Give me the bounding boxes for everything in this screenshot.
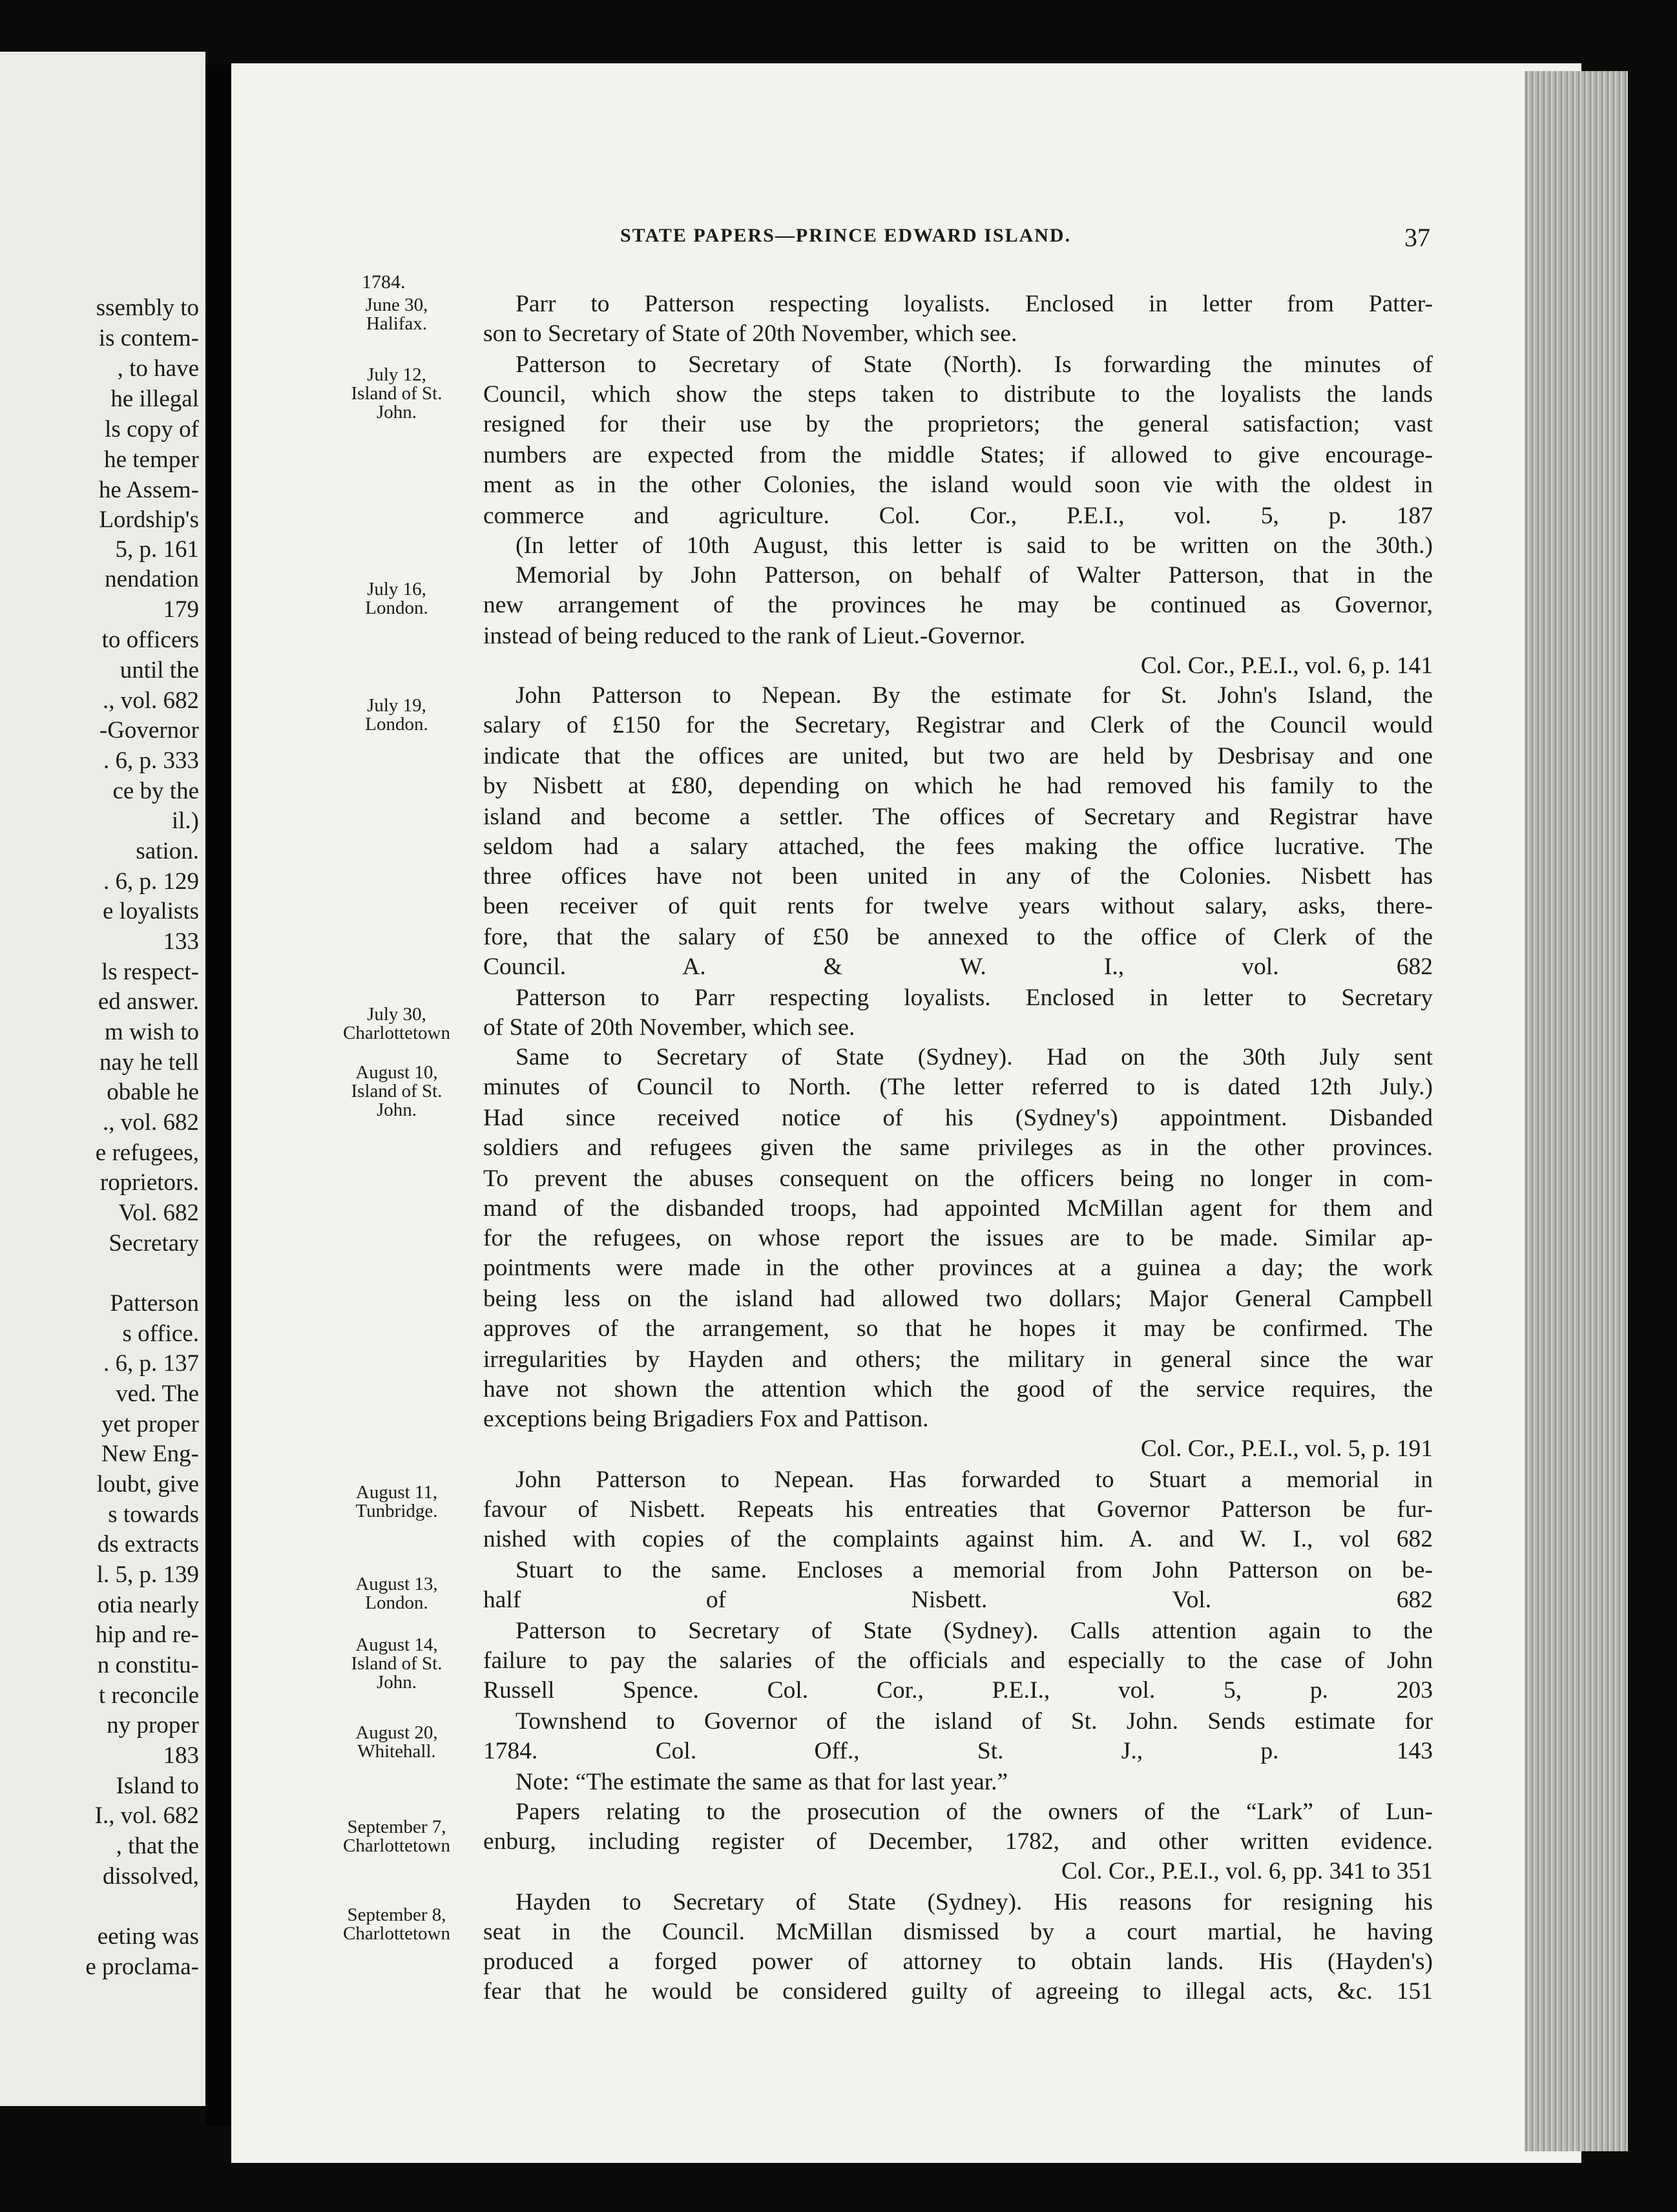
left-page-line: s office. — [122, 1320, 199, 1347]
body-text-line: seldom had a salary attached, the fees making the office lucrative. The — [483, 833, 1433, 860]
body-text-line: seat in the Council. McMillan dismissed by a court martial, he having — [483, 1919, 1433, 1945]
body-text-line: favour of Nisbett. Repeats his entreaties that Governor Patterson be fur- — [483, 1496, 1433, 1523]
left-page-line: Lordship's — [99, 506, 199, 533]
left-page-line: il.) — [171, 808, 199, 834]
margin-mark — [1450, 1433, 1475, 1435]
body-text-line: for the refugees, on whose report the issues are to be made. Similar ap- — [483, 1225, 1433, 1251]
body-text-line: approves of the arrangement, so that he hopes it may be confirmed. The — [483, 1315, 1433, 1342]
body-text-line: Council. A. & W. I., vol. 682 — [483, 954, 1433, 980]
left-page-line: . 6, p. 137 — [103, 1350, 199, 1377]
left-page-line: Vol. 682 — [118, 1200, 199, 1226]
left-page-line: otia nearly — [97, 1592, 199, 1618]
margin-date-note — [313, 296, 481, 333]
body-text-line: Had since received notice of his (Sydney's) appointment. Disbanded — [483, 1105, 1433, 1131]
margin-date-line: London. — [365, 598, 428, 618]
left-page-line: t reconcile — [98, 1682, 199, 1709]
margin-date-line: John. — [376, 1672, 417, 1693]
body-text-line: instead of being reduced to the rank of Lieut.-Governor. — [483, 623, 1026, 649]
body-text-line: island and become a settler. The offices of Secretary and Registrar have — [483, 804, 1433, 830]
body-text-line: son to Secretary of State of 20th November, which see. — [483, 320, 1017, 347]
margin-date-line: John. — [376, 1100, 417, 1120]
left-page-line: ds extracts — [97, 1531, 199, 1558]
book-gutter — [205, 65, 231, 2125]
body-text-line: Col. Cor., P.E.I., vol. 6, p. 141 — [1140, 652, 1433, 679]
margin-date-line: John. — [376, 402, 417, 423]
body-text-line: Note: “The estimate the same as that for last year.” — [516, 1769, 1008, 1795]
margin-date-note — [313, 1906, 481, 1943]
left-page-line: yet proper — [101, 1411, 199, 1437]
margin-date-line: Charlottetown — [343, 1835, 450, 1856]
year-heading: 1784. — [362, 271, 406, 293]
margin-date-note — [313, 1575, 481, 1612]
left-page-line: ved. The — [116, 1381, 199, 1407]
body-text-line: produced a forged power of attorney to obtain lands. His (Hayden's) — [483, 1948, 1433, 1975]
margin-date-note — [313, 1724, 481, 1761]
left-page-line: he illegal — [110, 386, 199, 412]
left-page-line: 5, p. 161 — [115, 536, 199, 563]
margin-date-line: Island of St. — [351, 1081, 443, 1101]
left-page-line: roprietors. — [99, 1169, 199, 1196]
body-text-line: (In letter of 10th August, this letter is said to be written on the 30th.) — [516, 532, 1433, 559]
body-text-line: Same to Secretary of State (Sydney). Had on the 30th July sent — [516, 1044, 1433, 1070]
body-text-line: half of Nisbett. Vol. 682 — [483, 1587, 1433, 1613]
left-page-line: ls copy of — [105, 416, 199, 443]
body-text-line: Col. Cor., P.E.I., vol. 5, p. 191 — [1140, 1435, 1433, 1462]
body-text-line: been receiver of quit rents for twelve years without salary, asks, there- — [483, 893, 1433, 919]
left-page-line: sation. — [136, 838, 199, 864]
body-text-line: irregularities by Hayden and others; the military in general since the war — [483, 1346, 1433, 1373]
body-text-line: Memorial by John Patterson, on behalf of Walter Patterson, that in the — [516, 562, 1433, 589]
margin-date-line: Charlottetown — [343, 1923, 450, 1944]
left-page-line: is contem- — [98, 325, 199, 351]
left-page-line: 133 — [163, 928, 199, 955]
left-page-line: e refugees, — [95, 1140, 199, 1166]
left-page-line: obable he — [107, 1079, 199, 1105]
body-text-line: soldiers and refugees given the same privileges as in the other provinces. — [483, 1134, 1433, 1161]
left-page-line: . 6, p. 333 — [103, 747, 199, 774]
margin-date-line: Island of St. — [351, 383, 443, 404]
body-text-line: Patterson to Secretary of State (North). Is forwarding the minutes of — [516, 351, 1433, 378]
margin-date-line: July 12, — [367, 364, 426, 385]
left-page-line: ssembly to — [96, 295, 199, 321]
left-page-line: until the — [120, 657, 199, 683]
body-text-line: ment as in the other Colonies, the island would soon vie with the oldest in — [483, 472, 1433, 498]
body-text-line: Stuart to the same. Encloses a memorial from John Patterson on be- — [516, 1557, 1433, 1583]
margin-date-note — [313, 1636, 481, 1692]
margin-date-note — [313, 1005, 481, 1043]
margin-date-note — [313, 580, 481, 618]
margin-date-note — [313, 1818, 481, 1855]
left-page-line: ls respect- — [101, 959, 199, 985]
body-text-line: pointments were made in the other provinces at a guinea a day; the work — [483, 1255, 1433, 1281]
left-page-line: ce by the — [112, 778, 199, 804]
body-text-line: fore, that the salary of £50 be annexed to the office of Clerk of the — [483, 924, 1433, 950]
left-page-line: e loyalists — [102, 898, 199, 924]
left-page-line: m wish to — [105, 1019, 199, 1045]
body-text-line: commerce and agriculture. Col. Cor., P.E.I., vol. 5, p. 187 — [483, 503, 1433, 529]
body-text-line: by Nisbett at £80, depending on which he had removed his family to the — [483, 773, 1433, 799]
body-text-line: John Patterson to Nepean. Has forwarded to Stuart a memorial in — [516, 1466, 1433, 1493]
margin-date-line: July 16, — [367, 579, 426, 600]
body-text-line: failure to pay the salaries of the officials and especially to the case of John — [483, 1647, 1433, 1674]
body-text-line: Russell Spence. Col. Cor., P.E.I., vol. 5, p. 203 — [483, 1677, 1433, 1704]
left-page-line: , that the — [116, 1833, 199, 1859]
body-text-line: have not shown the attention which the good of the service requires, the — [483, 1376, 1433, 1403]
margin-date-line: Charlottetown — [343, 1023, 450, 1043]
body-text-line: To prevent the abuses consequent on the officers being no longer in com- — [483, 1165, 1433, 1192]
body-text-line: new arrangement of the provinces he may be continued as Governor, — [483, 592, 1433, 618]
margin-date-line: Island of St. — [351, 1653, 443, 1674]
left-page-line: ., vol. 682 — [102, 1109, 199, 1136]
body-text-line: Hayden to Secretary of State (Sydney). His reasons for resigning his — [516, 1889, 1433, 1915]
body-text-line: salary of £150 for the Secretary, Registrar and Clerk of the Council would — [483, 712, 1433, 738]
margin-date-line: Whitehall. — [357, 1741, 436, 1762]
body-text-line: exceptions being Brigadiers Fox and Pattison. — [483, 1406, 929, 1432]
body-text-line: enburg, including register of December, 1782, and other written evidence. — [483, 1828, 1433, 1855]
left-page-line: 183 — [163, 1742, 199, 1769]
left-page-line: e proclama- — [85, 1954, 199, 1980]
margin-date-line: August 13, — [355, 1574, 438, 1594]
margin-date-note — [313, 1063, 481, 1120]
left-page-line: ., vol. 682 — [102, 687, 199, 714]
margin-date-line: Halifax. — [366, 313, 428, 334]
body-text-line: Patterson to Parr respecting loyalists. Enclosed in letter to Secretary — [516, 985, 1433, 1011]
left-page-line: Secretary — [109, 1230, 199, 1257]
body-text-line: Col. Cor., P.E.I., vol. 6, pp. 341 to 351 — [1061, 1858, 1433, 1884]
left-page-line: l. 5, p. 139 — [96, 1561, 199, 1588]
left-page-line: he Assem- — [98, 477, 199, 503]
body-text-line: fear that he would be considered guilty of agreeing to illegal acts, &c. 151 — [483, 1978, 1433, 2005]
left-page-line: he temper — [104, 446, 199, 473]
left-page-line: eeting was — [97, 1923, 199, 1950]
left-page-line: -Governor — [99, 717, 199, 744]
left-page-line: nay he tell — [99, 1049, 199, 1076]
margin-date-line: July 19, — [367, 695, 426, 716]
margin-date-line: August 14, — [355, 1634, 438, 1655]
left-page-line: s towards — [108, 1501, 199, 1528]
body-text-line: resigned for their use by the proprietors; the general satisfaction; vast — [483, 411, 1433, 437]
margin-date-note — [313, 366, 481, 422]
left-page-line: nendation — [105, 566, 199, 592]
margin-date-note — [313, 1483, 481, 1521]
body-text-line: John Patterson to Nepean. By the estimate for St. John's Island, the — [516, 682, 1433, 709]
left-page-line: dissolved, — [102, 1863, 199, 1890]
margin-date-line: June 30, — [365, 295, 428, 315]
left-page-line: loubt, give — [96, 1471, 199, 1497]
body-text-line: Papers relating to the prosecution of the owners of the “Lark” of Lun- — [516, 1799, 1433, 1825]
body-text-line: mand of the disbanded troops, had appointed McMillan agent for them and — [483, 1195, 1433, 1222]
margin-date-line: August 20, — [355, 1722, 438, 1743]
body-text-line: Patterson to Secretary of State (Sydney). Calls attention again to the — [516, 1618, 1433, 1644]
body-text-line: Parr to Patterson respecting loyalists. Enclosed in letter from Patter- — [516, 291, 1433, 317]
body-text-line: numbers are expected from the middle States; if allowed to give encourage- — [483, 442, 1433, 468]
left-page-line: , to have — [117, 355, 199, 382]
margin-date-line: August 10, — [355, 1062, 438, 1083]
page-edge-stack — [1525, 71, 1628, 2151]
left-page-line: 179 — [163, 596, 199, 623]
left-page-line: ny proper — [107, 1712, 199, 1738]
body-text-line: of State of 20th November, which see. — [483, 1014, 855, 1041]
left-page-line: hip and re- — [95, 1622, 199, 1648]
left-page-line: Island to — [116, 1773, 199, 1799]
margin-date-line: Tunbridge. — [355, 1501, 438, 1521]
margin-date-line: July 30, — [367, 1004, 426, 1025]
body-text-line: 1784. Col. Off., St. J., p. 143 — [483, 1738, 1433, 1764]
body-text-line: minutes of Council to North. (The letter referred to is dated 12th July.) — [483, 1074, 1433, 1100]
body-text-line: three offices have not been united in any of the Colonies. Nisbett has — [483, 863, 1433, 890]
margin-date-line: London. — [365, 714, 428, 735]
left-page-line: I., vol. 682 — [94, 1802, 199, 1829]
running-head: STATE PAPERS—PRINCE EDWARD ISLAND. — [620, 225, 1072, 246]
body-text-line: being less on the island had allowed two dollars; Major General Campbell — [483, 1286, 1433, 1312]
left-page-line: n constitu- — [97, 1652, 199, 1678]
left-page-line: Patterson — [110, 1290, 199, 1317]
left-page-fragment — [0, 52, 205, 2106]
body-text-line: Council, which show the steps taken to distribute to the loyalists the lands — [483, 381, 1433, 408]
margin-date-line: August 11, — [355, 1482, 438, 1503]
left-page-line: . 6, p. 129 — [103, 868, 199, 895]
margin-date-line: London. — [365, 1592, 428, 1613]
body-text-line: indicate that the offices are united, but two are held by Desbrisay and one — [483, 743, 1433, 769]
margin-date-line: September 8, — [347, 1904, 446, 1925]
left-page-line: ed answer. — [98, 988, 199, 1015]
left-page-line: to officers — [101, 627, 199, 653]
left-page-line: New Eng- — [101, 1441, 199, 1467]
margin-date-note — [313, 696, 481, 734]
body-text-line: Townshend to Governor of the island of St. John. Sends estimate for — [516, 1708, 1433, 1735]
page-number: 37 — [1404, 223, 1430, 252]
body-text-line: nished with copies of the complaints against him. A. and W. I., vol 682 — [483, 1526, 1433, 1552]
margin-date-line: September 7, — [347, 1817, 446, 1837]
